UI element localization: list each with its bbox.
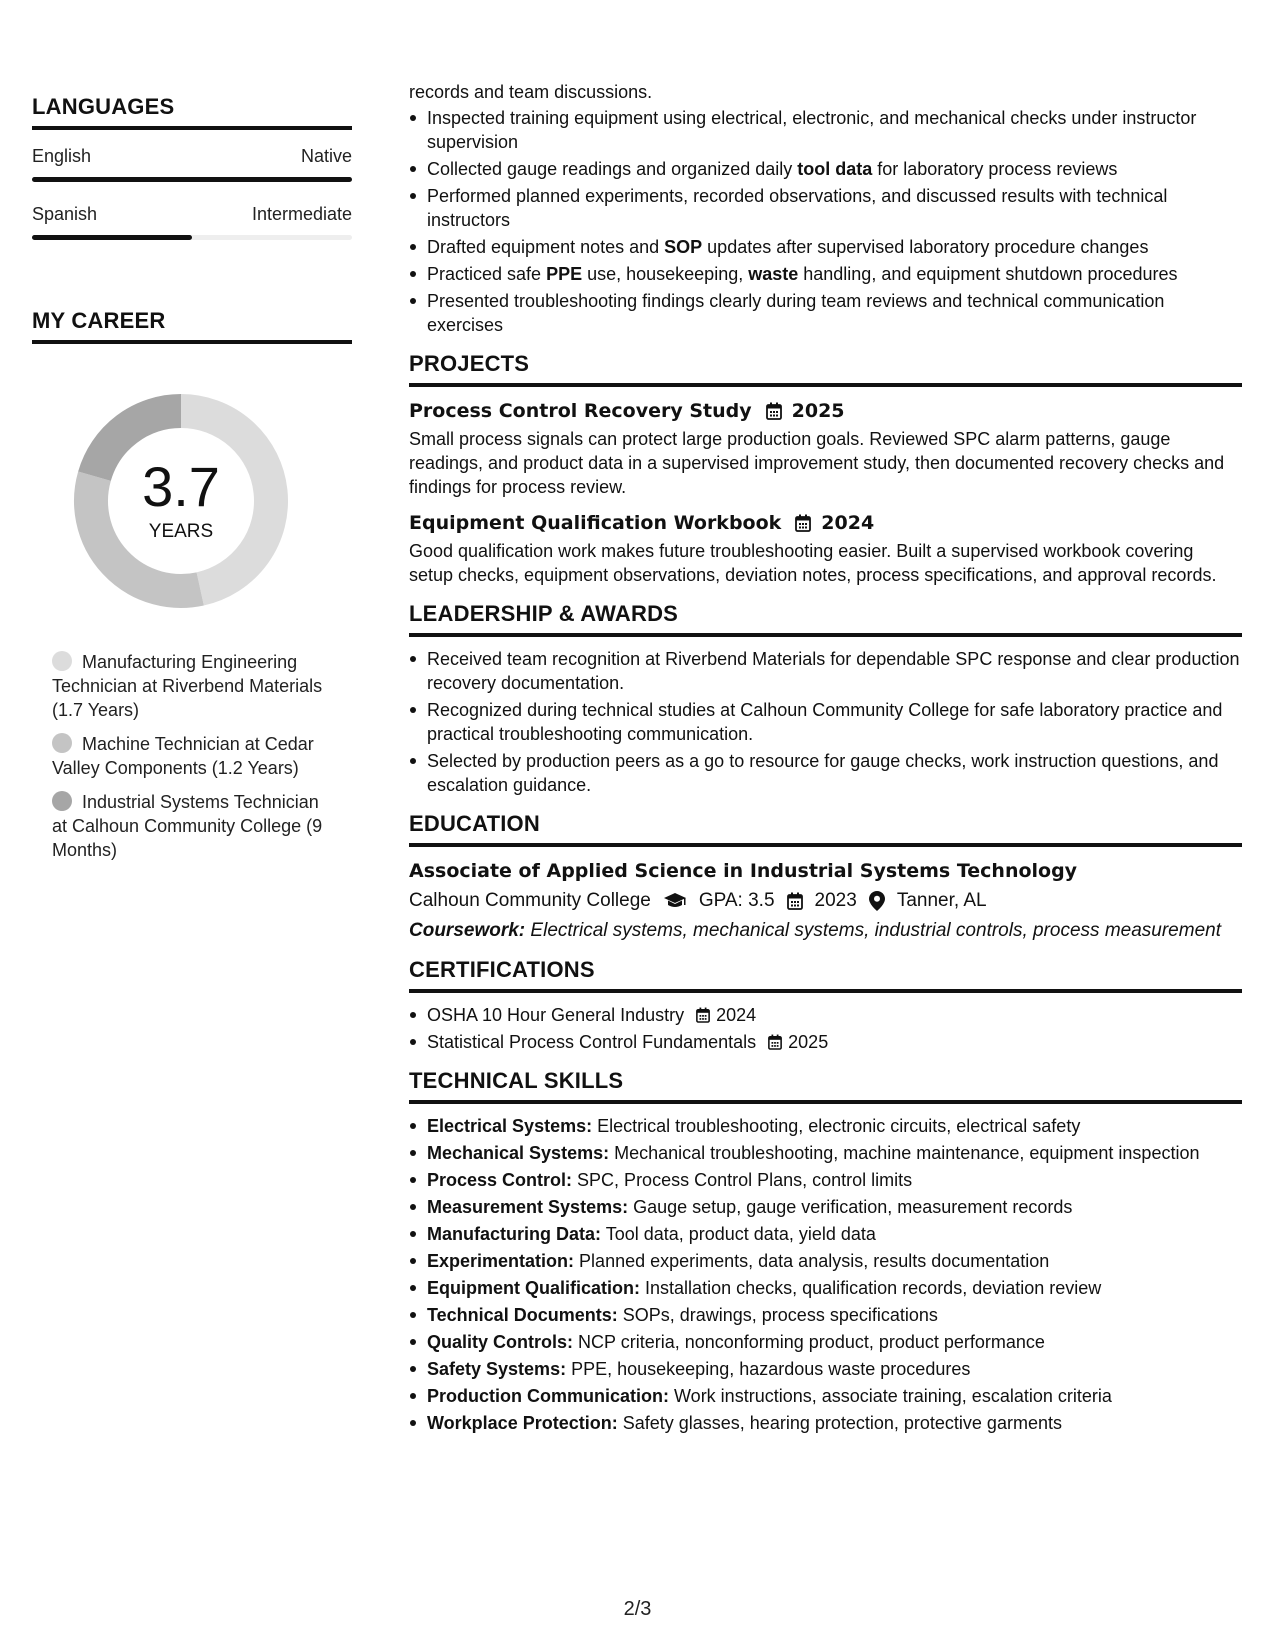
education-year: 2023: [814, 890, 857, 911]
skill-category: Manufacturing Data:: [427, 1224, 602, 1244]
language-level: Native: [300, 146, 352, 166]
career-legend-label: Industrial Systems Technician at Calhoun Community College (9 Months): [52, 792, 323, 860]
leadership-item: Selected by production peers as a go to resource for gauge checks, work instruction questions, and escalation guidance.: [409, 749, 1242, 797]
certification-year: 2024: [716, 1005, 757, 1025]
languages-section: [32, 94, 352, 240]
bullet-text: handling, and equipment shutdown procedures: [798, 264, 1178, 284]
skills-heading: TECHNICAL SKILLS: [409, 1068, 624, 1093]
education-coursework: [409, 919, 1242, 943]
keyword-highlight: tool data: [797, 159, 873, 179]
skill-category: Workplace Protection:: [427, 1413, 618, 1433]
career-legend-label: Machine Technician at Cedar Valley Components (1.2 Years): [52, 734, 314, 778]
leadership-section: [409, 601, 1242, 797]
location-pin-icon: [869, 891, 885, 911]
skill-category: Electrical Systems:: [427, 1116, 593, 1136]
skill-values: Safety glasses, hearing protection, protective garments: [622, 1413, 1062, 1433]
skill-item: [409, 1195, 1242, 1219]
skill-item: [409, 1303, 1242, 1327]
certifications-heading: CERTIFICATIONS: [409, 957, 595, 982]
right-column: [409, 80, 1242, 1438]
projects-heading: PROJECTS: [409, 351, 530, 376]
skill-values: SOPs, drawings, process specifications: [622, 1305, 938, 1325]
graduation-cap-icon: [663, 892, 687, 910]
skills-section: [409, 1068, 1242, 1435]
career-total-years: 3.7: [142, 455, 220, 518]
skill-item: [409, 1411, 1242, 1435]
education-meta: [409, 887, 1242, 915]
career-total-unit: YEARS: [148, 521, 214, 542]
keyword-highlight: PPE: [546, 264, 583, 284]
certification-item: [409, 1030, 1242, 1054]
education-location: Tanner, AL: [896, 890, 987, 911]
skill-item: [409, 1249, 1242, 1273]
section-divider: [32, 126, 352, 130]
skill-values: Mechanical troubleshooting, machine maintenance, equipment inspection: [614, 1143, 1200, 1163]
experience-bullet-list: [409, 106, 1242, 337]
section-divider: [409, 1100, 1242, 1104]
bullet-text: Drafted equipment notes and: [427, 237, 665, 257]
calendar-icon: [795, 514, 811, 532]
experience-continued-text: records and team discussions.: [409, 82, 653, 102]
skills-list: [409, 1114, 1242, 1435]
coursework-label: Coursework:: [409, 920, 526, 941]
skill-values: Installation checks, qualification records, deviation review: [645, 1278, 1102, 1298]
leadership-list: [409, 647, 1242, 797]
career-legend-item: [52, 732, 332, 780]
language-proficiency-fill: [32, 235, 192, 240]
skill-category: Safety Systems:: [427, 1359, 567, 1379]
project-description: Small process signals can protect large production goals. Reviewed SPC alarm patterns, gauge readings, and product data in a supervised improvement study, then documented recovery checks and findings for process review.: [409, 429, 1225, 497]
leadership-item: Received team recognition at Riverbend Materials for dependable SPC response and clear production recovery documentation.: [409, 647, 1242, 695]
experience-bullet: [409, 106, 1242, 154]
experience-bullet: [409, 289, 1242, 337]
language-item-english: [32, 146, 352, 182]
section-divider: [32, 340, 352, 344]
skill-values: Planned experiments, data analysis, results documentation: [579, 1251, 1050, 1271]
career-section: [32, 308, 352, 862]
legend-dot-icon: [52, 733, 72, 753]
language-level: Intermediate: [251, 204, 352, 224]
bullet-text: Performed planned experiments, recorded observations, and discussed results with technical instructors: [427, 186, 1168, 230]
career-legend: [32, 650, 332, 862]
skill-item: [409, 1276, 1242, 1300]
language-name: English: [32, 146, 92, 166]
skill-category: Quality Controls:: [427, 1332, 574, 1352]
skill-category: Mechanical Systems:: [427, 1143, 610, 1163]
skill-values: PPE, housekeeping, hazardous waste procedures: [571, 1359, 971, 1379]
bullet-text: updates after supervised laboratory procedure changes: [702, 237, 1149, 257]
experience-bullet: [409, 235, 1242, 259]
calendar-icon: [768, 1034, 782, 1050]
experience-bullet: [409, 262, 1242, 286]
bullet-text: use, housekeeping,: [582, 264, 749, 284]
experience-continuation: [409, 80, 1242, 337]
skill-category: Production Communication:: [427, 1386, 669, 1406]
section-divider: [409, 633, 1242, 637]
career-donut-chart: [66, 386, 296, 616]
skill-category: Process Control:: [427, 1170, 573, 1190]
skill-values: Tool data, product data, yield data: [605, 1224, 876, 1244]
section-divider: [409, 383, 1242, 387]
page-number: 2/3: [623, 1598, 652, 1620]
skill-values: Work instructions, associate training, escalation criteria: [674, 1386, 1112, 1406]
project-item: [409, 397, 1242, 499]
education-heading: EDUCATION: [409, 811, 540, 836]
language-name: Spanish: [32, 204, 98, 224]
certification-year: 2025: [788, 1032, 829, 1052]
experience-bullet: [409, 157, 1242, 181]
education-gpa: GPA: 3.5: [698, 890, 775, 911]
certifications-section: [409, 957, 1242, 1054]
language-proficiency-bar: [32, 235, 352, 240]
project-name: Process Control Recovery Study: [409, 400, 752, 422]
experience-bullet: [409, 184, 1242, 232]
skill-item: [409, 1114, 1242, 1138]
bullet-text: Practiced safe: [427, 264, 547, 284]
keyword-highlight: SOP: [664, 237, 703, 257]
career-legend-label: Manufacturing Engineering Technician at Riverbend Materials (1.7 Years): [52, 652, 323, 720]
project-year: 2025: [791, 400, 845, 422]
skill-item: [409, 1384, 1242, 1408]
keyword-highlight: waste: [748, 264, 799, 284]
career-heading: MY CAREER: [32, 308, 166, 333]
skill-item: [409, 1222, 1242, 1246]
project-item: [409, 509, 1242, 587]
section-divider: [409, 989, 1242, 993]
education-school: Calhoun Community College: [409, 890, 651, 911]
career-legend-item: [52, 790, 332, 862]
skill-item: [409, 1330, 1242, 1354]
education-section: [409, 811, 1242, 943]
bullet-text: Presented troubleshooting findings clearly during team reviews and technical communication exercises: [427, 291, 1165, 335]
legend-dot-icon: [52, 651, 72, 671]
skill-category: Equipment Qualification:: [427, 1278, 641, 1298]
skill-values: SPC, Process Control Plans, control limits: [577, 1170, 913, 1190]
certification-name: Statistical Process Control Fundamentals: [427, 1032, 757, 1052]
skill-item: [409, 1357, 1242, 1381]
skill-values: Gauge setup, gauge verification, measurement records: [633, 1197, 1073, 1217]
language-item-spanish: [32, 204, 352, 240]
certification-item: [409, 1003, 1242, 1027]
leadership-heading: LEADERSHIP & AWARDS: [409, 601, 679, 626]
career-legend-item: [52, 650, 332, 722]
certifications-list: [409, 1003, 1242, 1054]
skill-item: [409, 1168, 1242, 1192]
skill-category: Experimentation:: [427, 1251, 575, 1271]
projects-section: [409, 351, 1242, 587]
calendar-icon: [766, 402, 782, 420]
project-description: Good qualification work makes future troubleshooting easier. Built a supervised workbook covering setup checks, equipment observations, deviation notes, process specifications, and approval records.: [409, 541, 1217, 585]
languages-heading: LANGUAGES: [32, 94, 175, 119]
skill-values: Electrical troubleshooting, electronic circuits, electrical safety: [597, 1116, 1081, 1136]
coursework-text: Electrical systems, mechanical systems, industrial controls, process measurement: [530, 920, 1221, 941]
section-divider: [409, 843, 1242, 847]
bullet-text: Inspected training equipment using electrical, electronic, and mechanical checks under instructor supervision: [427, 108, 1197, 152]
language-proficiency-fill: [32, 177, 352, 182]
project-name: Equipment Qualification Workbook: [409, 512, 782, 534]
leadership-item: Recognized during technical studies at Calhoun Community College for safe laboratory practice and practical troubleshooting communication.: [409, 698, 1242, 746]
skill-category: Technical Documents:: [427, 1305, 618, 1325]
calendar-icon: [696, 1007, 710, 1023]
skill-item: [409, 1141, 1242, 1165]
calendar-icon: [787, 892, 803, 910]
bullet-text: for laboratory process reviews: [872, 159, 1118, 179]
legend-dot-icon: [52, 791, 72, 811]
skill-values: NCP criteria, nonconforming product, product performance: [578, 1332, 1045, 1352]
bullet-text: Collected gauge readings and organized daily: [427, 159, 798, 179]
skill-category: Measurement Systems:: [427, 1197, 629, 1217]
left-column: [32, 94, 352, 872]
language-proficiency-bar: [32, 177, 352, 182]
education-degree: Associate of Applied Science in Industrial Systems Technology: [409, 860, 1078, 882]
certification-name: OSHA 10 Hour General Industry: [427, 1005, 685, 1025]
project-year: 2024: [821, 512, 875, 534]
